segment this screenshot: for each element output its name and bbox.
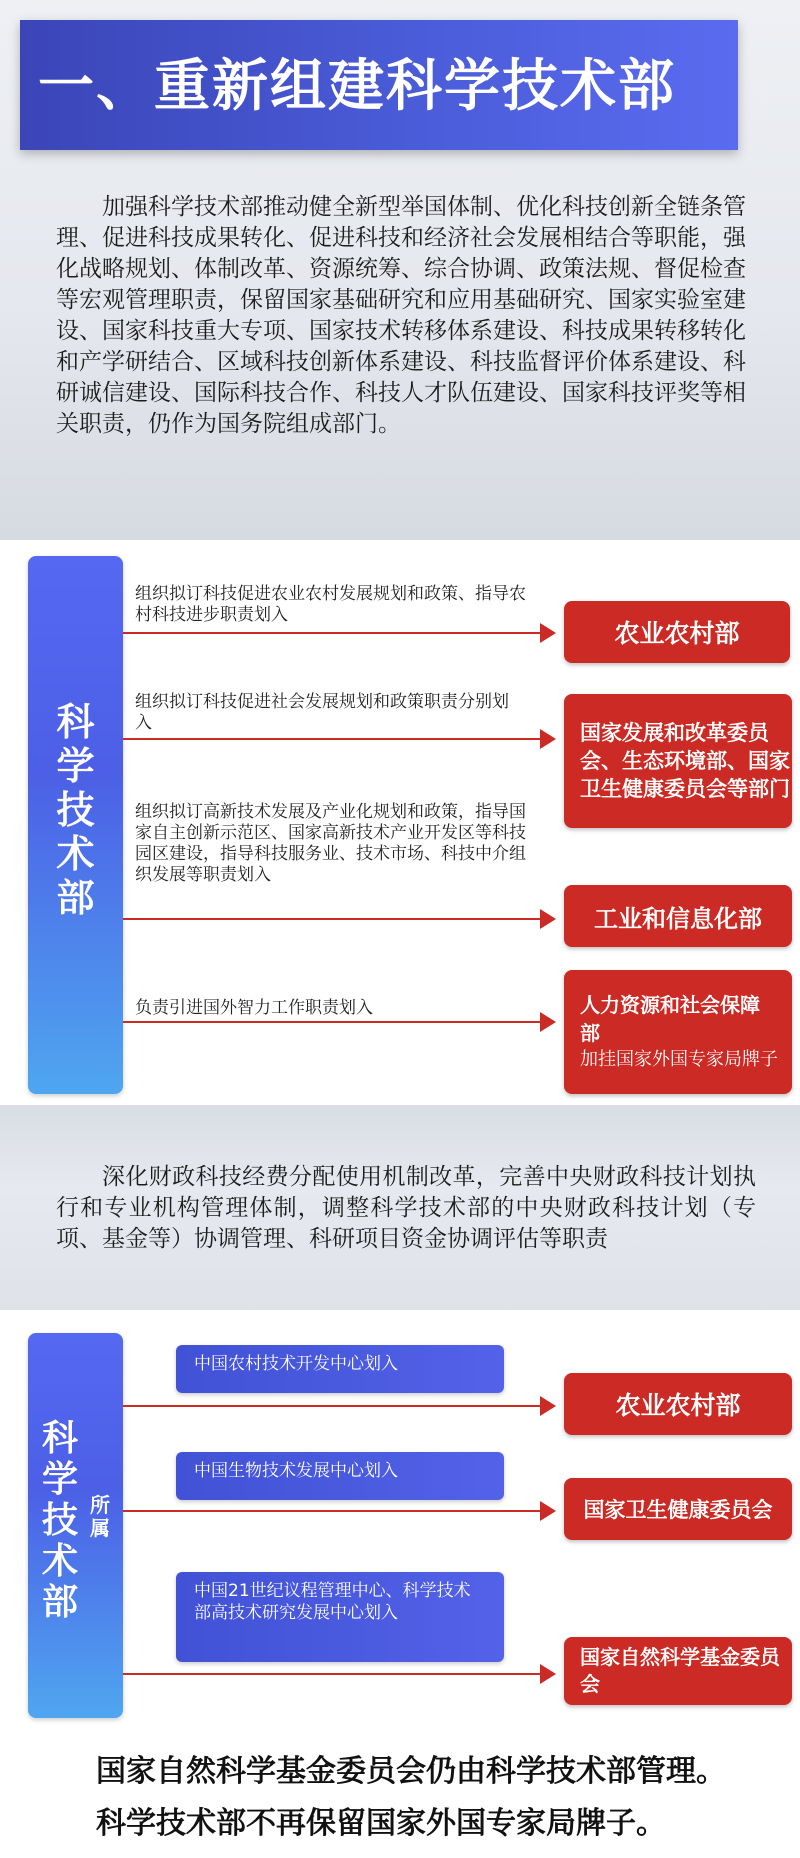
footer-line-2: 科学技术部不再保留国家外国专家局牌子。: [96, 1806, 666, 1841]
arrow-head-1: [540, 623, 556, 643]
p2-target-label-2: 国家卫生健康委员会: [583, 1498, 773, 1522]
arrow-line-4: [123, 1021, 543, 1023]
arrow-head-4: [540, 1012, 556, 1032]
target-label-2: 国家发展和改革委员会、生态环境部、国家卫生健康委员会等部门: [580, 721, 790, 801]
target-box-3: [564, 885, 792, 947]
p2-target-box-2: [564, 1478, 792, 1540]
target-label-3: 工业和信息化部: [594, 904, 762, 933]
transfer-desc-4: 负责引进国外智力工作职责划入: [135, 998, 373, 1018]
target-sublabel-4: 加挂国家外国专家局牌子: [580, 1049, 778, 1070]
target-label-1: 农业农村部: [614, 619, 740, 648]
page-title: 一、重新组建科学技术部: [38, 54, 676, 119]
footer-line-1: 国家自然科学基金委员会仍由科学技术部管理。: [96, 1754, 726, 1789]
p2-target-label-3: 国家自然科学基金委员会: [580, 1645, 780, 1696]
p2-arrow-line-2: [123, 1510, 543, 1512]
transfer-desc-2: 组织拟订科技促进社会发展规划和政策职责分别划入: [135, 692, 509, 733]
target-label-4: 人力资源和社会保障部: [580, 993, 760, 1045]
arrow-line-3: [123, 918, 543, 920]
p2-target-box-3: [564, 1637, 792, 1705]
target-box-1: [564, 601, 790, 663]
intro-paragraph: 加强科学技术部推动健全新型举国体制、优化科技创新全链条管理、促进科技成果转化、促进科技和经济社会发展相结合等职能，强化战略规划、体制改革、资源统筹、综合协调、政策法规、督促检查等宏观管理职责，保留国家基础研究和应用基础研究、国家实验室建设、国家科技重大专项、国家技术转移体系建设、科技成果转移转化和产学研结合、区域科技创新体系建设、科技监督评价体系建设、科研诚信建设、国际科技合作、科技人才队伍建设、国家科技评奖等相关职责，仍作为国务院组成部门。: [56, 194, 746, 437]
p2-arrow-head-2: [540, 1501, 556, 1521]
p2-arrow-head-3: [540, 1664, 556, 1684]
arrow-head-2: [540, 729, 556, 749]
transfer-desc-1: 组织拟订科技促进农业农村发展规划和政策、指导农村科技进步职责划入: [135, 584, 526, 625]
transfer-desc-3: 组织拟订高新技术发展及产业化规划和政策，指导国家自主创新示范区、国家高新技术产业开发区等科技园区建设，指导科技服务业、技术市场、科技中介组织发展等职责划入: [135, 802, 526, 885]
p2-target-label-1: 农业农村部: [615, 1391, 741, 1420]
target-box-4: [564, 970, 792, 1094]
dept-label-2-sub: 所属: [90, 1493, 110, 1540]
dept-label-2-main: 科学技术部: [42, 1418, 79, 1623]
arrow-line-1: [123, 632, 543, 634]
p2-arrow-line-3: [123, 1673, 543, 1675]
arrow-line-2: [123, 738, 543, 740]
target-box-2: [564, 694, 792, 828]
p2-arrow-line-1: [123, 1405, 543, 1407]
institute-tag-1: 中国农村技术开发中心划入: [176, 1345, 504, 1393]
institute-tag-3: 中国21世纪议程管理中心、科学技术部高技术研究发展中心划入: [176, 1572, 504, 1662]
reform-paragraph: 深化财政科技经费分配使用机制改革，完善中央财政科技计划执行和专业机构管理体制，调整科学技术部的中央财政科技计划（专项、基金等）协调管理、科研项目资金协调评估等职责: [56, 1164, 756, 1252]
dept-label-1: 科学技术部: [56, 700, 95, 920]
arrow-head-3: [540, 909, 556, 929]
institute-tag-2: 中国生物技术发展中心划入: [176, 1452, 504, 1500]
p2-target-box-1: [564, 1373, 792, 1435]
p2-arrow-head-1: [540, 1396, 556, 1416]
